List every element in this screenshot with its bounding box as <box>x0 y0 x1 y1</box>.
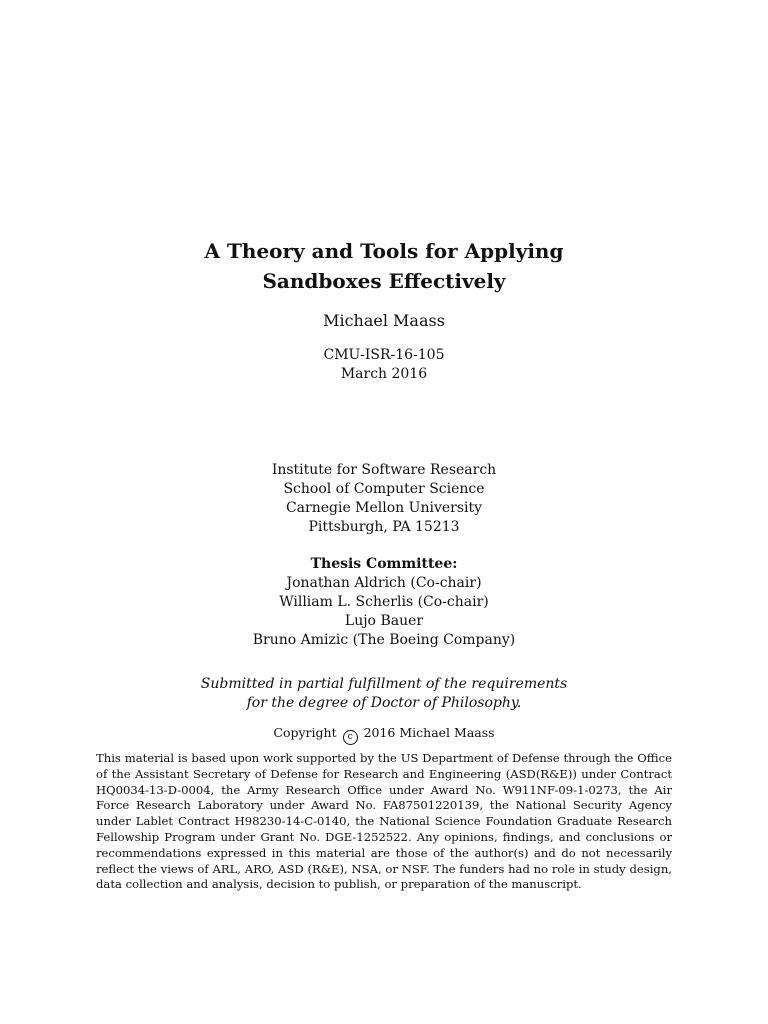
thesis-committee <box>0 555 768 650</box>
institution-block <box>0 461 768 537</box>
funding-acknowledgment: This material is based upon work supported by the US Department of Defense through the Office of the Assistant Secretary of Defense for Research and Engineering (ASD(R&E)) under Contract HQ0034-13-D-0004, the Army Research Office under Award No. W911NF-09-1-0273, the Air Force Research Laboratory under Award No. FA87501220139, the National Security Agency under Lablet Contract H98230-14-C-0140, the National Science Foundation Graduate Research Fellowship Program under Grant No. DGE-1252522. Any opinions, findings, and conclusions or recommendations expressed in this material are those of the author(s) and do not necessarily reflect the views of ARL, ARO, ASD (R&E), NSA, or NSF. The funders had no role in study design, data collection and analysis, decision to publish, or preparation of the manuscript. <box>96 751 672 892</box>
institution-line: School of Computer Science <box>283 481 485 497</box>
institution-line: Carnegie Mellon University <box>285 500 483 516</box>
thesis-title <box>0 236 768 296</box>
thesis-title-line-2: Sandboxes Effectively <box>262 269 506 293</box>
report-number: CMU-ISR-16-105 <box>323 347 445 363</box>
copyright-text: 2016 Michael Maass <box>363 725 495 740</box>
committee-member: Jonathan Aldrich (Co-chair) <box>286 575 482 591</box>
author-name: Michael Maass <box>323 311 445 330</box>
report-date: March 2016 <box>340 366 428 382</box>
institution-line: Institute for Software Research <box>271 462 497 478</box>
copyright-icon: c <box>343 730 358 745</box>
committee-member: Lujo Bauer <box>344 613 424 629</box>
submission-line-1: Submitted in partial fulfillment of the requirements <box>200 676 568 692</box>
submission-statement <box>0 675 768 713</box>
submission-line-2: for the degree of Doctor of Philosophy. <box>246 695 522 711</box>
thesis-title-line-1: A Theory and Tools for Applying <box>204 239 564 263</box>
copyright-notice <box>0 724 768 745</box>
copyright-prefix: Copyright <box>273 725 337 740</box>
committee-member: Bruno Amizic (The Boeing Company) <box>252 632 516 648</box>
committee-heading: Thesis Committee: <box>310 556 458 572</box>
report-info <box>0 346 768 384</box>
institution-line: Pittsburgh, PA 15213 <box>308 519 460 535</box>
committee-member: William L. Scherlis (Co-chair) <box>279 594 489 610</box>
